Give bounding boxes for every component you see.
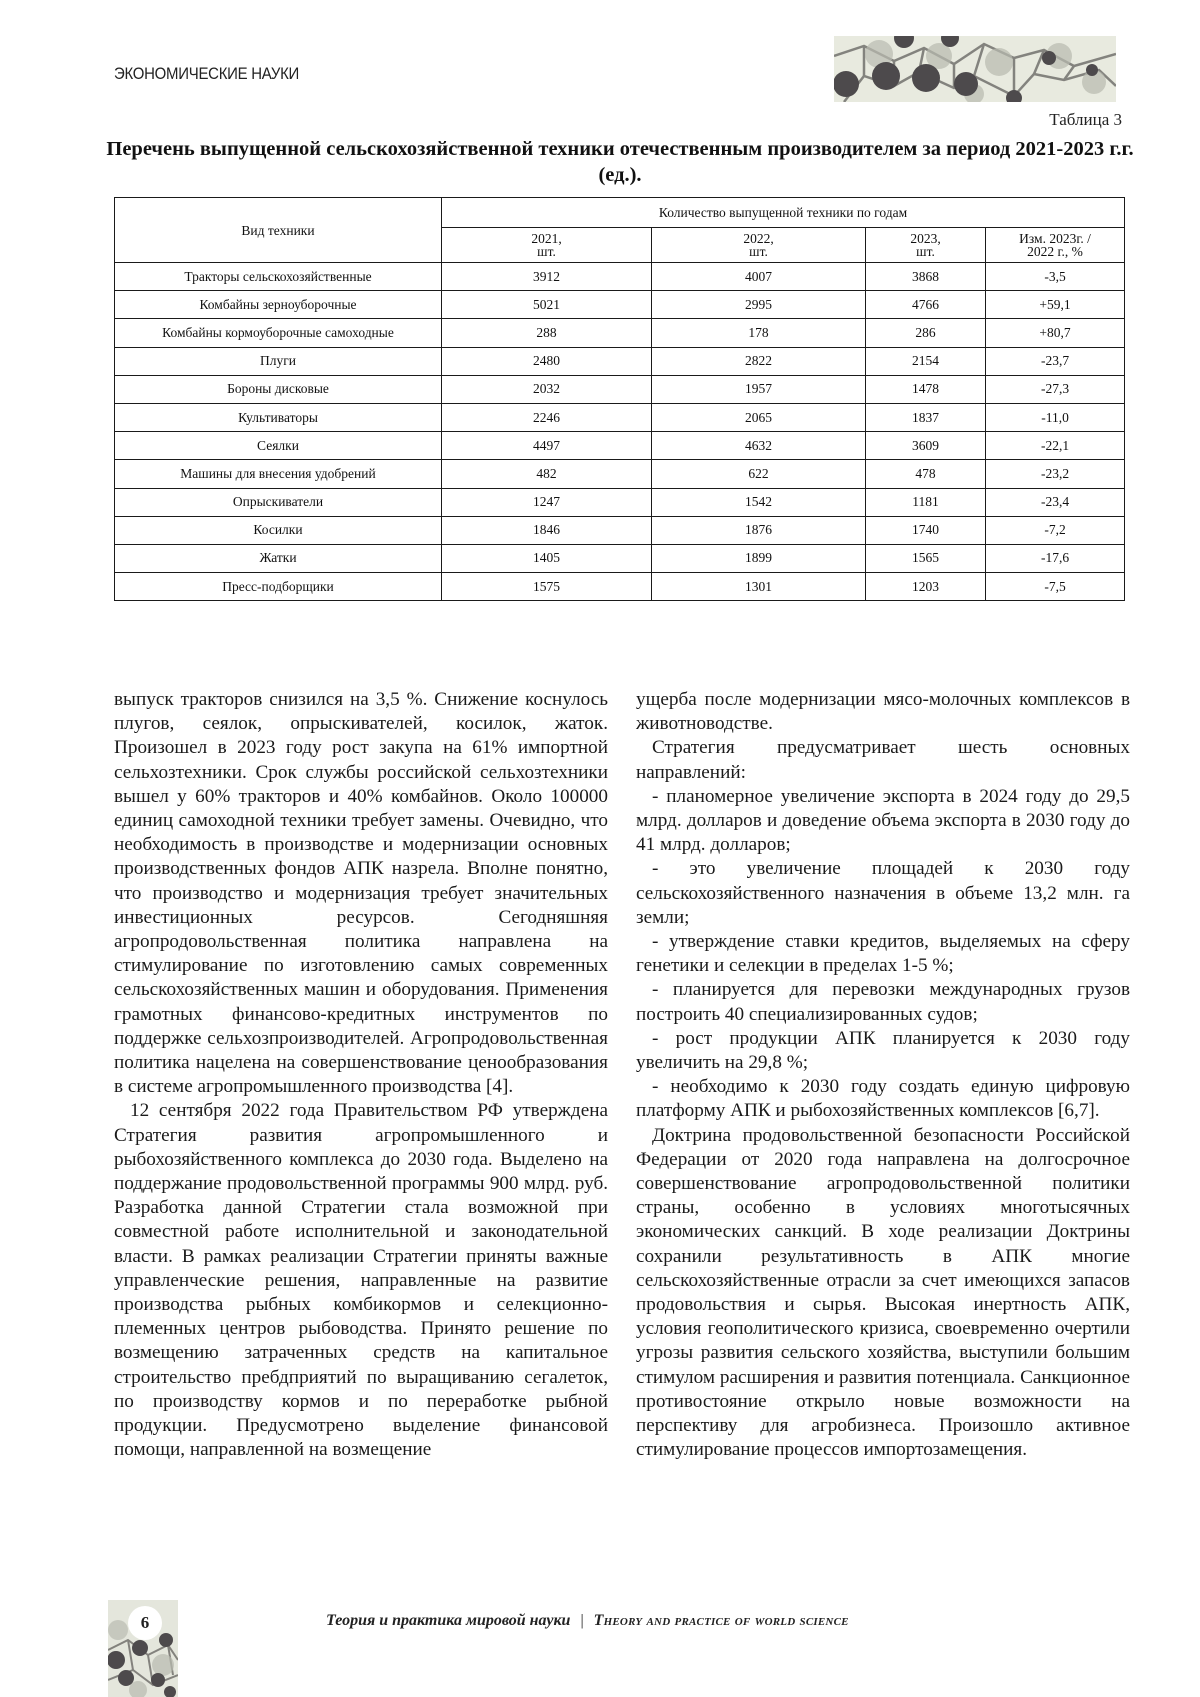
- cell-change: +59,1: [986, 291, 1125, 319]
- row-label: Плуги: [115, 347, 442, 375]
- footer-journal-title: [326, 1612, 849, 1630]
- table-title: Перечень выпущенной сельскохозяйственной техники отечественным производителем за период 2021-2023 г.г. (ед.).: [106, 138, 1134, 186]
- cell-2021: 1405: [442, 544, 652, 572]
- table-row: [115, 432, 1125, 460]
- table-row: [115, 375, 1125, 403]
- cell-2021: 1247: [442, 488, 652, 516]
- cell-2023: 1203: [866, 573, 986, 601]
- cell-2023: 4766: [866, 291, 986, 319]
- column-header-kind: Вид техники: [115, 198, 442, 263]
- cell-change: -11,0: [986, 403, 1125, 431]
- row-label: Сеялки: [115, 432, 442, 460]
- column-header-2022: [652, 228, 866, 263]
- list-item-digital-platform: - необходимо к 2030 году создать единую цифровую платформу АПК и рыбохозяйственных комплексов [6,7].: [636, 1076, 1130, 1122]
- table-row: [115, 460, 1125, 488]
- table-body: [115, 263, 1125, 601]
- cell-2021: 1575: [442, 573, 652, 601]
- cell-2021: 2246: [442, 403, 652, 431]
- row-label: Бороны дисковые: [115, 375, 442, 403]
- cell-2023: 2154: [866, 347, 986, 375]
- cell-2022: 1957: [652, 375, 866, 403]
- table-row: [115, 403, 1125, 431]
- cell-2021: 482: [442, 460, 652, 488]
- table-row: [115, 319, 1125, 347]
- cell-2022: 4632: [652, 432, 866, 460]
- running-head-section: ЭКОНОМИЧЕСКИЕ НАУКИ: [114, 64, 300, 83]
- cell-2022: 1542: [652, 488, 866, 516]
- cell-2022: 1899: [652, 544, 866, 572]
- column-header-group: Количество выпущенной техники по годам: [442, 198, 1125, 228]
- cell-2022: 1301: [652, 573, 866, 601]
- list-item-vessels: - планируется для перевозки международных грузов построить 40 специализированных судов;: [636, 979, 1130, 1025]
- row-label: Машины для внесения удобрений: [115, 460, 442, 488]
- row-label: Жатки: [115, 544, 442, 572]
- column-header-change-line1: Изм. 2023г. /: [1019, 231, 1091, 246]
- row-label: Косилки: [115, 516, 442, 544]
- list-item-production-growth: - рост продукции АПК планируется к 2030 году увеличить на 29,8 %;: [636, 1027, 1130, 1074]
- table-row: [115, 291, 1125, 319]
- journal-title-en: Theory and practice of world science: [593, 1612, 849, 1629]
- row-label: Тракторы сельскохозяйственные: [115, 263, 442, 291]
- paragraph-strategy: 12 сентября 2022 года Правительством РФ утверждена Стратегия развития агропромышленного и рыбохозяйственного комплекса до 2030 года. Выделено на поддержание продовольственной программы 900 млрд. руб. Разработка данной Стратегии стала возможной при совместной работе исполнительной и законодательной власти. В рамках реализации Стратегии приняты важные управленческие решения, направленные на развитие производства рыбных комбикормов и селекционно-племенных центров рыбоводства. Принято решение по возмещению затраченных средств на капитальное строительство пребдприятий по выращиванию сегалеток, по производству кормов и по переработке рыбной продукции. Предусмотрено выделение финансовой помощи, направленной на возмещение: [114, 1100, 608, 1461]
- table-row: [115, 516, 1125, 544]
- column-header-2021: [442, 228, 652, 263]
- row-label: Комбайны кормоуборочные самоходные: [115, 319, 442, 347]
- cell-2023: 3868: [866, 263, 986, 291]
- cell-2022: 622: [652, 460, 866, 488]
- paragraph-directions-intro: Стратегия предусматривает шесть основных направлений:: [636, 737, 1130, 783]
- cell-2023: 1181: [866, 488, 986, 516]
- cell-2022: 4007: [652, 263, 866, 291]
- list-item-export: - планомерное увеличение экспорта в 2024 году до 29,5 млрд. долларов и доведение объема экспорта в 2030 году до 41 млрд. долларов;: [636, 785, 1130, 856]
- body-column-left: [114, 688, 608, 1463]
- cell-2023: 478: [866, 460, 986, 488]
- header-ornament-graphic: [834, 36, 1116, 102]
- cell-2023: 286: [866, 319, 986, 347]
- paragraph-continuation: ущерба после модернизации мясо-молочных комплексов в животноводстве.: [636, 689, 1130, 735]
- column-header-2023: [866, 228, 986, 263]
- cell-change: -3,5: [986, 263, 1125, 291]
- cell-change: -23,7: [986, 347, 1125, 375]
- body-column-right: [636, 688, 1130, 1463]
- cell-change: -27,3: [986, 375, 1125, 403]
- column-header-change-line2: 2022 г., %: [1027, 244, 1083, 259]
- cell-2023: 1565: [866, 544, 986, 572]
- cell-change: -7,2: [986, 516, 1125, 544]
- cell-2023: 1837: [866, 403, 986, 431]
- list-item-credit-rate: - утверждение ставки кредитов, выделяемых на сферу генетики и селекции в пределах 1-5 %;: [636, 931, 1130, 977]
- table-row: [115, 488, 1125, 516]
- column-header-year: 2022,: [743, 231, 774, 246]
- cell-change: -17,6: [986, 544, 1125, 572]
- cell-2022: 2065: [652, 403, 866, 431]
- cell-2021: 3912: [442, 263, 652, 291]
- column-header-year: 2021,: [531, 231, 562, 246]
- cell-2021: 5021: [442, 291, 652, 319]
- molecular-lattice-icon: [834, 36, 1116, 102]
- row-label: Культиваторы: [115, 403, 442, 431]
- page-number: 6: [128, 1606, 162, 1640]
- cell-2022: 178: [652, 319, 866, 347]
- cell-change: -23,4: [986, 488, 1125, 516]
- list-item-land-area: - это увеличение площадей к 2030 году сельскохозяйственного назначения в объеме 13,2 млн. га земли;: [636, 858, 1130, 928]
- cell-2022: 2995: [652, 291, 866, 319]
- paragraph-doctrine: Доктрина продовольственной безопасности Российской Федерации от 2020 года направлена на долгосрочное совершенствование агропродовольственной политики страны, особенно в условиях многотысячных экономических санкций. В ходе реализации Доктрины сохранили результативность в АПК многие сельскохозяйственные отрасли за счет имеющихся запасов продовольствия и сырья. Высокая инертность АПК, условия геополитического кризиса, своевременно очертили угрозы развития сельского хозяйства, выступили большим стимулом расширения и развития потенциала. Санкционное противостояние открыло новые возможности на перспективу для агробизнеса. Произошло активное стимулирование процессов импортозамещения.: [636, 1124, 1130, 1461]
- row-label: Опрыскиватели: [115, 488, 442, 516]
- table-row: [115, 263, 1125, 291]
- column-header-unit: шт.: [537, 244, 556, 259]
- column-header-unit: шт.: [916, 244, 935, 259]
- cell-2021: 1846: [442, 516, 652, 544]
- cell-change: -22,1: [986, 432, 1125, 460]
- cell-2021: 4497: [442, 432, 652, 460]
- journal-title-ru: Теория и практика мировой науки: [326, 1612, 571, 1629]
- table-row: [115, 573, 1125, 601]
- cell-2021: 288: [442, 319, 652, 347]
- cell-2023: 1740: [866, 516, 986, 544]
- table-label: Таблица 3: [1049, 110, 1122, 129]
- row-label: Пресс-подборщики: [115, 573, 442, 601]
- cell-2021: 2480: [442, 347, 652, 375]
- cell-2021: 2032: [442, 375, 652, 403]
- paragraph-continuation: выпуск тракторов снизился на 3,5 %. Снижение коснулось плугов, сеялок, опрыскивателей, косилок, жаток. Произошел в 2023 году рост закупа на 61% импортной сельхозтехники. Срок службы российской сельхозтехники вышел у 60% тракторов и 40% комбайнов. Около 100000 единиц самоходной техники требует замены. Очевидно, что необходимость в производстве и модернизации основных производственных фондов АПК назрела. Вполне понятно, что производство и модернизация требует значительных инвестиционных ресурсов. Сегодняшняя агропродовольственная политика направлена на стимулирование по изготовлению самых современных сельскохозяйственных машин и оборудования. Применения грамотных финансово-кредитных инструментов по поддержке сельхозпроизводителей. Агропродовольственная политика нацелена на совершенствование ценообразования в системе агропромышленного производства [4].: [114, 689, 608, 1098]
- cell-2022: 2822: [652, 347, 866, 375]
- cell-change: +80,7: [986, 319, 1125, 347]
- cell-change: -7,5: [986, 573, 1125, 601]
- cell-2023: 3609: [866, 432, 986, 460]
- column-header-unit: шт.: [749, 244, 768, 259]
- table-row: [115, 544, 1125, 572]
- column-header-year: 2023,: [910, 231, 941, 246]
- column-header-change: [986, 228, 1125, 263]
- row-label: Комбайны зерноуборочные: [115, 291, 442, 319]
- machinery-output-table: [114, 197, 1125, 601]
- journal-title-separator: |: [580, 1612, 584, 1629]
- cell-2023: 1478: [866, 375, 986, 403]
- table-row: [115, 347, 1125, 375]
- cell-2022: 1876: [652, 516, 866, 544]
- cell-change: -23,2: [986, 460, 1125, 488]
